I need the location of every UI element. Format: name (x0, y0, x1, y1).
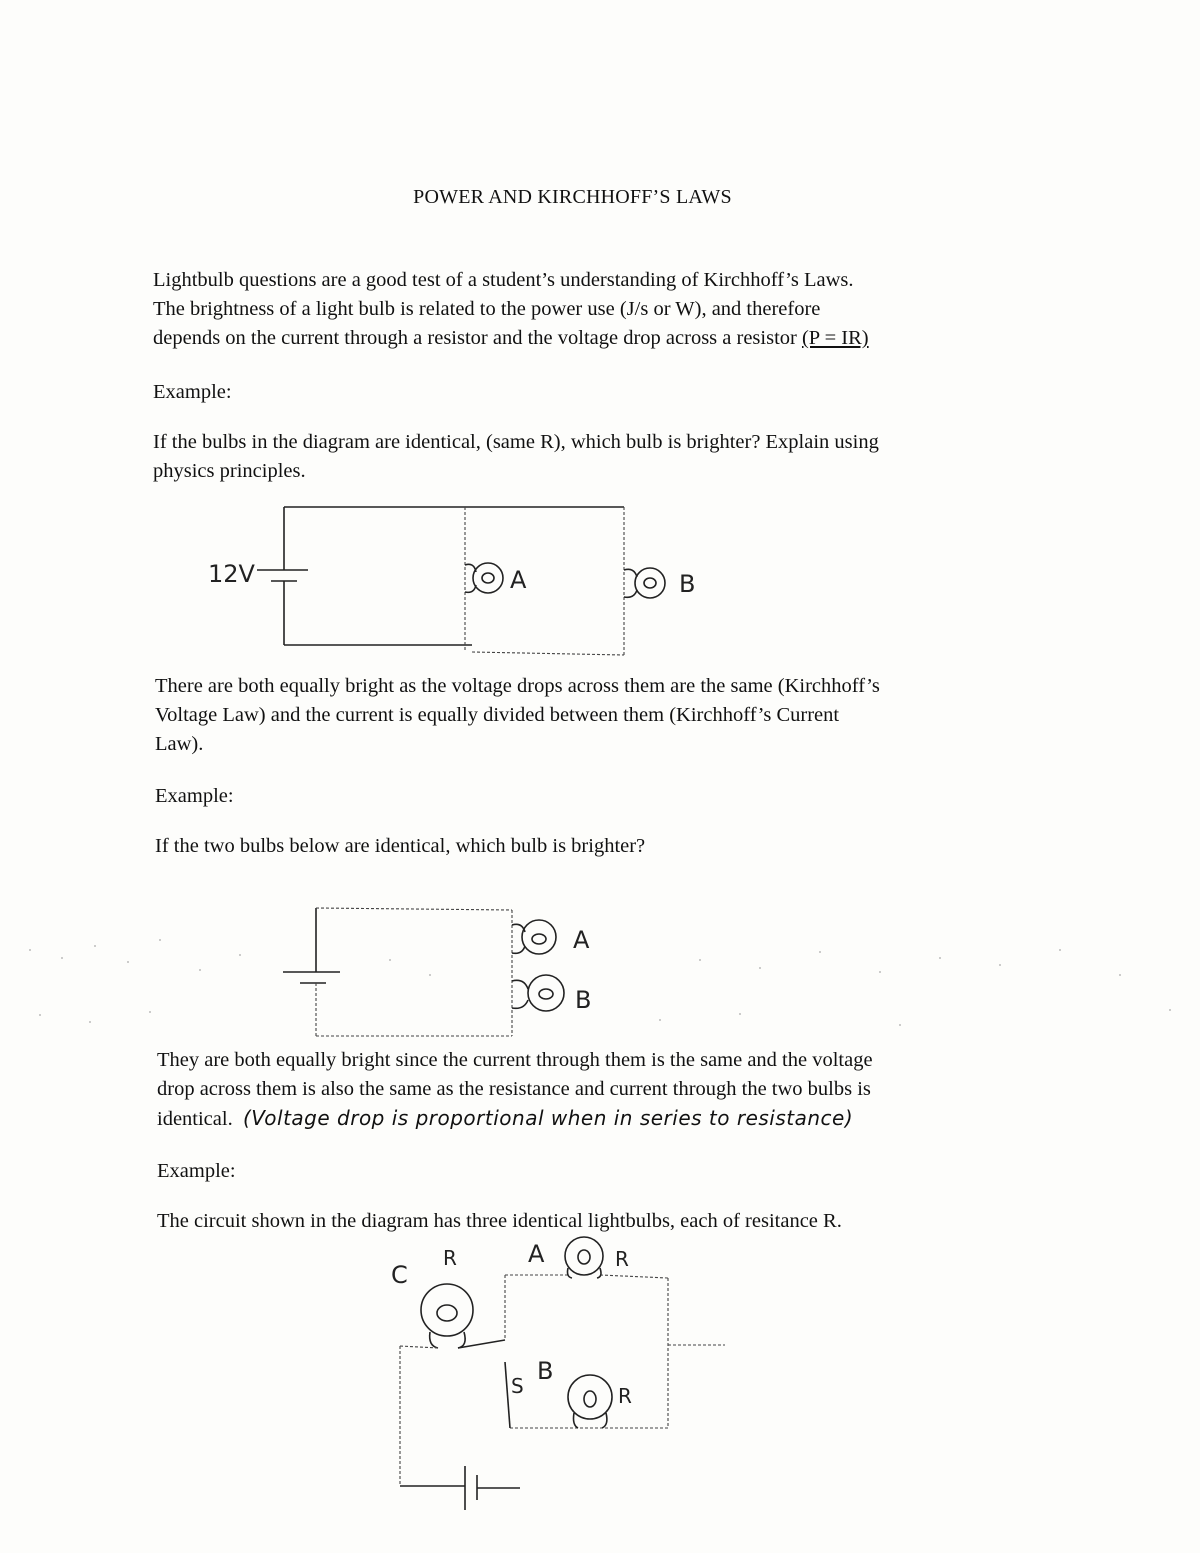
intro-line-1: Lightbulb questions are a good test of a student’s understanding of Kirchhoff’s Laws. (153, 269, 854, 291)
bulb-a3-resistance: R (615, 1247, 629, 1271)
bulb-c (421, 1284, 473, 1348)
bulb-c-left-lead (400, 1346, 438, 1348)
intro-line-2: The brightness of a light bulb is related to the power use (J/s or W), and therefore (153, 298, 821, 320)
example1-answer-line-1: There are both equally bright as the voltage drops across them are the same (Kirchhoff’s (155, 675, 880, 697)
example1-heading: Example: (153, 381, 232, 403)
bulb-b-label: B (679, 570, 696, 598)
handwritten-note: (Voltage drop is proportional when in series to resistance) (242, 1106, 854, 1130)
example2-question: If the two bulbs below are identical, which bulb is brighter? (155, 835, 646, 857)
bulb-c-label: C (391, 1261, 408, 1289)
example2-bulb-b-label: B (575, 986, 592, 1014)
bulb-b3 (568, 1375, 612, 1428)
example1-answer-line-2: Voltage Law) and the current is equally divided between them (Kirchhoff’s Current (155, 704, 840, 726)
example2-bulb-a-label: A (573, 926, 590, 954)
battery-label-12v: 12V (208, 560, 255, 588)
bulb-a3 (565, 1237, 603, 1278)
example3-heading: Example: (157, 1160, 236, 1182)
bulb-c-resistance: R (443, 1246, 457, 1270)
example3-battery (400, 1466, 520, 1510)
example1-question-line-2: physics principles. (153, 460, 306, 482)
example1-question-line-1: If the bulbs in the diagram are identical, (same R), which bulb is brighter? Explain using (153, 431, 879, 453)
bulb-b3-resistance: R (618, 1384, 632, 1408)
bulb-b3-label: B (537, 1357, 554, 1385)
example1-answer-line-3: Law). (155, 733, 204, 755)
example2-heading: Example: (155, 785, 234, 807)
intro-line-3-text: depends on the current through a resistor and the voltage drop across a resistor (153, 327, 802, 349)
example2-answer-line-2: drop across them is also the same as the resistance and current through the two bulbs is (157, 1078, 871, 1100)
example2-answer-line-3-text: identical. (157, 1108, 233, 1130)
switch-s-label: S (511, 1374, 524, 1398)
bulb-a3-label: A (528, 1240, 545, 1268)
switch-s (505, 1362, 510, 1428)
page-title: POWER AND KIRCHHOFF’S LAWS (413, 186, 732, 208)
top-wire-from-a (600, 1275, 668, 1278)
bulb-a-label: A (510, 566, 527, 594)
power-formula: (P = IR) (801, 327, 869, 349)
example3-question: The circuit shown in the diagram has three identical lightbulbs, each of resitance R. (157, 1210, 842, 1232)
example2-answer-line-1: They are both equally bright since the current through them is the same and the voltage (157, 1049, 873, 1071)
